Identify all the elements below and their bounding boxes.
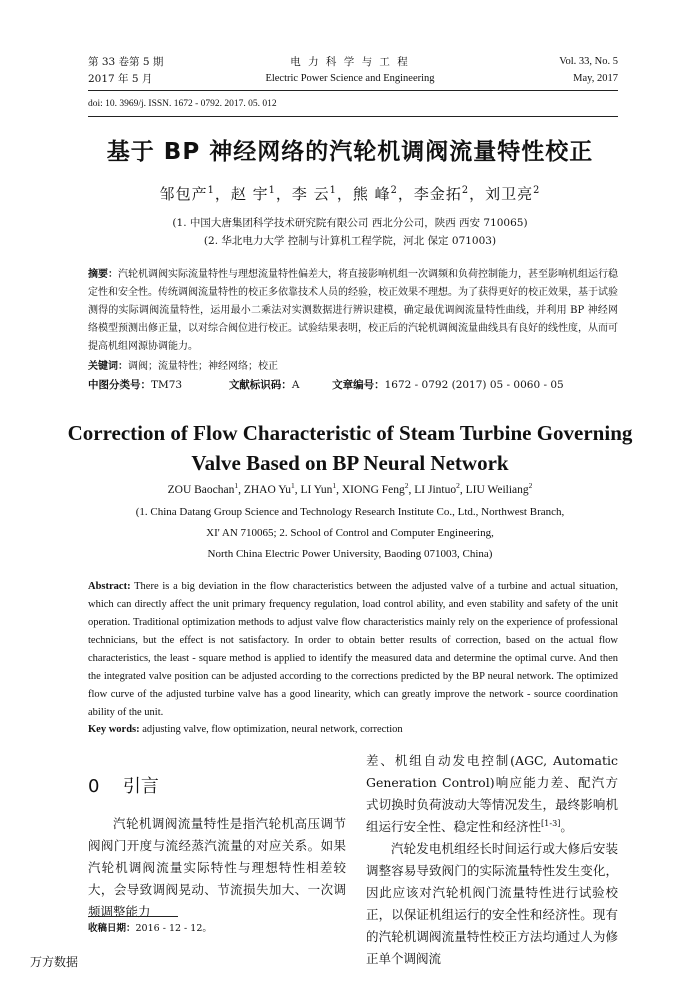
affiliation-en-2: XI' AN 710065; 2. School of Control and Computer Engineering, bbox=[206, 527, 494, 539]
keywords-cn bbox=[88, 358, 618, 376]
paper-title-cn: 基于 BP 神经网络的汽轮机调阀流量特性校正 bbox=[106, 139, 594, 165]
intro-paragraph-left: 汽轮机调阀流量特性是指汽轮机高压调节阀阀门开度与流经蒸汽流量的对应关系。如果汽轮机调阀流量实际特性与理想特性相差较大，会导致调阀晃动、节流损失加大、一次调频调整能力 bbox=[88, 816, 346, 919]
clc-label: 中图分类号： bbox=[88, 379, 151, 391]
en-author-affiliation-mark: 1 bbox=[332, 481, 337, 491]
cn-author-affiliation-mark: 1 bbox=[268, 185, 276, 196]
journal-title-cn: 电 力 科 学 与 工 程 bbox=[290, 56, 410, 68]
cn-author-separator: ， bbox=[469, 185, 486, 203]
intro-right-text: 差、机组自动发电控制(AGC, Automatic Generation Control)响应能力差、配汽方式切换时负荷波动大等情况发生，最终影响机组运行安全性、稳定性和经济性 bbox=[366, 753, 618, 834]
received-date bbox=[88, 920, 212, 934]
doc-code-label: 文献标识码： bbox=[228, 379, 292, 391]
citation-ref: [1-3] bbox=[541, 817, 561, 828]
abstract-cn bbox=[88, 266, 618, 356]
affiliations-en bbox=[60, 502, 640, 565]
section-number: 0 bbox=[88, 776, 100, 797]
affiliation-en-1: (1. China Datang Group Science and Technology Research Institute Co., Ltd., Northwest Branch, bbox=[135, 506, 565, 518]
volume-en: Vol. 33, No. 5 bbox=[559, 56, 618, 67]
section-heading-introduction bbox=[88, 772, 159, 798]
doi-rule bbox=[88, 116, 618, 117]
cn-author-affiliation-mark: 1 bbox=[329, 185, 337, 196]
section-title: 引言 bbox=[122, 776, 159, 797]
affiliation-en-3: North China Electric Power University, Baoding 071003, China) bbox=[207, 548, 493, 560]
cn-author-name: 熊 峰 bbox=[352, 185, 391, 203]
keywords-cn-text: 调阀；流量特性；神经网络；校正 bbox=[128, 361, 278, 372]
cn-author-separator: ， bbox=[397, 185, 414, 203]
received-value: 2016 - 12 - 12。 bbox=[135, 923, 212, 934]
cn-author-name: 李 云 bbox=[291, 185, 330, 203]
cn-author-separator: ， bbox=[275, 185, 292, 203]
en-author-affiliation-mark: 2 bbox=[456, 481, 460, 491]
en-author-separator: , bbox=[459, 484, 466, 496]
paper-title-en-line-1: Correction of Flow Characteristic of Steam Turbine Governing bbox=[67, 421, 633, 445]
affiliation-cn-1: (1. 中国大唐集团科学技术研究院有限公司 西北分公司，陕西 西安 710065) bbox=[172, 217, 528, 229]
article-no-label: 文章编号： bbox=[332, 379, 385, 391]
doc-code-value: A bbox=[291, 379, 300, 391]
cn-author-name: 赵 宇 bbox=[230, 185, 269, 203]
date-cn: 2017 年 5 月 bbox=[88, 73, 153, 85]
en-author-name: LI Yun bbox=[300, 484, 333, 496]
abstract-cn-text: 汽轮机调阀实际流量特性与理想流量特性偏差大，将直接影响机组一次调频和负荷控制能力，甚至影响机组运行稳定性和安全性。传统调阀流量特性的校正多依靠技术人员的经验，校正效果不理想。为了获得更好的校正效果，基于试验测得的实际调阀流量特性，运用最小二乘法对实测数据进行辨识建模，确定最优调阀流量特性曲线，并利用 BP 神经网络模型预测出修正量，以对综合阀位进行校正。试验结果表明，校正后的汽轮机调阀流量曲线具有良好的线性度，从而可提高机组网源协调能力。 bbox=[88, 269, 618, 352]
en-author-name: LI Jintuo bbox=[414, 484, 457, 496]
date-en: May, 2017 bbox=[573, 73, 618, 84]
volume-cn: 第 33 卷第 5 期 bbox=[88, 56, 164, 68]
affiliations-cn bbox=[60, 214, 640, 250]
received-label: 收稿日期： bbox=[88, 923, 136, 934]
footer-brand: 万方数据 bbox=[30, 955, 79, 969]
keywords-en-text: adjusting valve, flow optimization, neural network, correction bbox=[142, 724, 403, 735]
en-author-affiliation-mark: 2 bbox=[528, 481, 533, 491]
en-author-separator: , bbox=[336, 484, 342, 496]
intro-right-end: 。 bbox=[560, 819, 573, 834]
header-rule bbox=[88, 90, 618, 91]
keywords-en bbox=[88, 721, 618, 739]
cn-author-separator: ， bbox=[214, 185, 231, 203]
en-author-name: ZHAO Yu bbox=[243, 484, 292, 496]
cn-author-name: 邹包产 bbox=[159, 185, 208, 203]
en-author-affiliation-mark: 1 bbox=[234, 481, 239, 491]
intro-paragraph-right-2: 汽轮发电机组经长时间运行或大修后安装调整容易导致阀门的实际流量特性发生变化，因此应该对汽轮机阀门流量特性进行试验校正，以保证机组运行的安全性和经济性。现有的汽轮机调阀流量特性校正方法均通过人为修正单个调阀流 bbox=[366, 841, 618, 966]
footnote-rule bbox=[88, 916, 178, 917]
doi: doi: 10. 3969/j. ISSN. 1672 - 0792. 2017. 05. 012 bbox=[88, 99, 277, 109]
en-author-affiliation-mark: 1 bbox=[291, 481, 295, 491]
affiliation-cn-2: (2. 华北电力大学 控制与计算机工程学院，河北 保定 071003) bbox=[203, 235, 497, 247]
en-author-affiliation-mark: 2 bbox=[404, 481, 409, 491]
keywords-cn-label: 关键词： bbox=[88, 361, 128, 372]
en-author-name: XIONG Feng bbox=[341, 484, 405, 496]
cn-author-name: 李金拓 bbox=[413, 185, 462, 203]
cn-author-affiliation-mark: 1 bbox=[207, 185, 215, 196]
classification-line bbox=[88, 377, 618, 393]
authors-en bbox=[60, 481, 640, 499]
abstract-cn-label: 摘要： bbox=[88, 269, 118, 280]
paper-title-en-line-2: Valve Based on BP Neural Network bbox=[191, 451, 509, 475]
journal-title-en: Electric Power Science and Engineering bbox=[265, 73, 435, 84]
en-author-name: ZOU Baochan bbox=[167, 484, 235, 496]
en-author-separator: , bbox=[408, 484, 415, 496]
cn-author-separator: ， bbox=[336, 185, 353, 203]
abstract-en bbox=[88, 578, 618, 722]
en-author-separator: , bbox=[238, 484, 244, 496]
en-author-name: LIU Weiliang bbox=[465, 484, 529, 496]
keywords-en-label: Key words: bbox=[88, 724, 140, 735]
intro-paragraph-right-1 bbox=[366, 750, 618, 838]
abstract-en-label: Abstract: bbox=[88, 581, 131, 592]
authors-cn bbox=[60, 183, 640, 204]
abstract-en-text: There is a big deviation in the flow characteristics between the adjusted valve of a turbine and actual situation, which can directly affect the unit primary frequency regulation, load control ability, and even stability and safety of the unit operation. Traditional optimization methods to adjust valve flow characteristics mainly rely on the experience of professional technicians, but the effect is not satisfactory. In order to obtain better results of correction, based on the actual flow characteristics, the least - square method is applied to identify the measured data and determine the optimal curve. And then the integrated valve position can be adjusted according to the corrections predicted by the BP neural network. The optimized flow curve of the adjusted turbine valve has a good linearity, which can greatly improve the network - source coordination ability of the unit. bbox=[88, 581, 618, 718]
en-author-separator: , bbox=[294, 484, 301, 496]
cn-author-name: 刘卫亮 bbox=[485, 185, 534, 203]
cn-author-affiliation-mark: 2 bbox=[533, 185, 541, 196]
cn-author-affiliation-mark: 2 bbox=[461, 185, 470, 196]
clc-value: TM73 bbox=[151, 379, 183, 391]
paper-title-en bbox=[40, 418, 660, 478]
article-no-value: 1672 - 0792 (2017) 05 - 0060 - 05 bbox=[384, 379, 564, 391]
cn-author-affiliation-mark: 2 bbox=[390, 185, 398, 196]
